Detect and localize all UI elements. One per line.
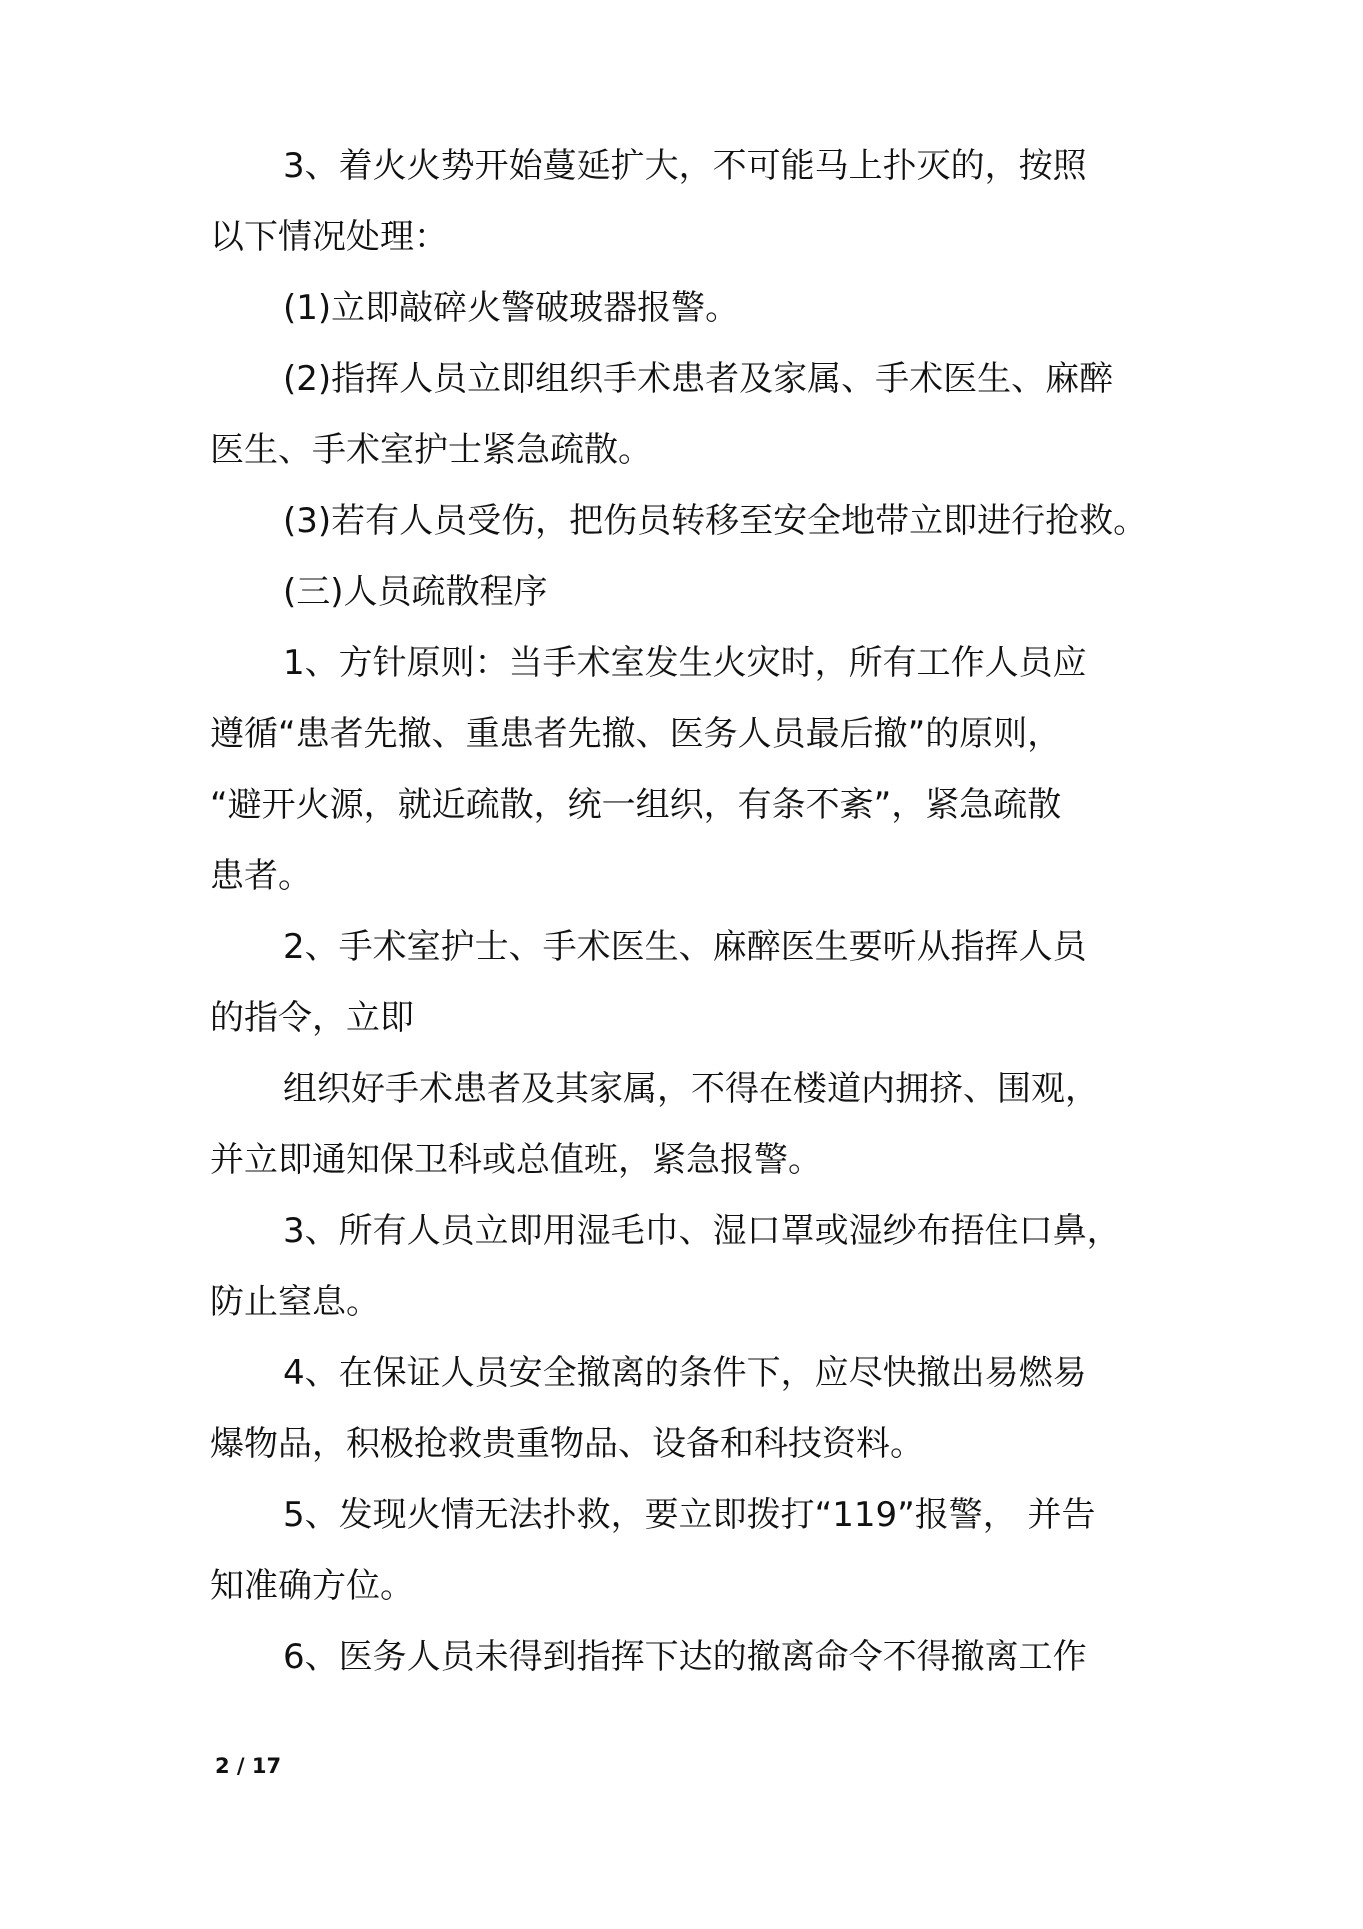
text-line: (1)立即敲碎火警破玻器报警。: [283, 288, 740, 328]
text-line: 5、发现火情无法扑救，要立即拨打“119”报警， 并告: [283, 1495, 1096, 1535]
page-number: 2 / 17: [215, 1754, 282, 1778]
text-line: 遵循“患者先撤、重患者先撤、医务人员最后撤”的原则，: [210, 714, 1062, 754]
text-line: 知准确方位。: [210, 1566, 414, 1606]
text-line: 1、方针原则：当手术室发生火灾时，所有工作人员应: [283, 643, 1087, 683]
text-line: (2)指挥人员立即组织手术患者及家属、手术医生、麻醉: [283, 359, 1114, 399]
text-line: 爆物品，积极抢救贵重物品、设备和科技资料。: [210, 1424, 924, 1464]
text-line: 6、医务人员未得到指挥下达的撤离命令不得撤离工作: [283, 1637, 1087, 1677]
text-line: 3、着火火势开始蔓延扩大，不可能马上扑灭的，按照: [283, 146, 1087, 186]
text-line: 2、手术室护士、手术医生、麻醉医生要听从指挥人员: [283, 927, 1087, 967]
text-line: 患者。: [210, 856, 312, 896]
text-line: “避开火源，就近疏散，统一组织，有条不紊”，紧急疏散: [210, 785, 1062, 825]
text-line: 3、所有人员立即用湿毛巾、湿口罩或湿纱布捂住口鼻，: [283, 1211, 1121, 1251]
text-line: 以下情况处理：: [210, 217, 448, 257]
text-line: 防止窒息。: [210, 1282, 380, 1322]
text-line: 的指令，立即: [210, 998, 414, 1038]
text-line: 并立即通知保卫科或总值班，紧急报警。: [210, 1140, 822, 1180]
text-line: (三)人员疏散程序: [283, 572, 548, 612]
text-line: (3)若有人员受伤，把伤员转移至安全地带立即进行抢救。: [283, 501, 1148, 541]
text-line: 4、在保证人员安全撤离的条件下，应尽快撤出易燃易: [283, 1353, 1087, 1393]
text-line: 组织好手术患者及其家属，不得在楼道内拥挤、围观，: [283, 1069, 1099, 1109]
text-line: 医生、手术室护士紧急疏散。: [210, 430, 652, 470]
